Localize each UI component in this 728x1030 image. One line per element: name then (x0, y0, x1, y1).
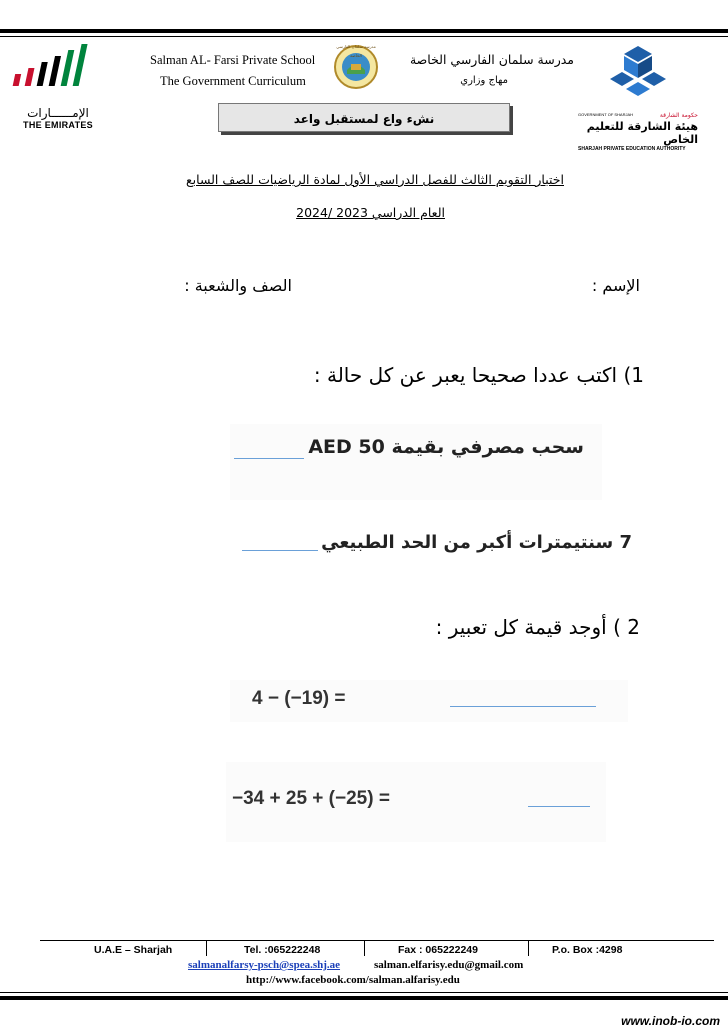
exam-title: اختبار التقويم الثالث للفصل الدراسي الأول لمادة الرياضيات للصف السابع (186, 172, 564, 187)
watermark: www.inob-io.com (621, 1014, 720, 1028)
top-rule-thick (0, 29, 728, 33)
q1-item-a-answer[interactable] (234, 458, 304, 459)
footer-divider-1 (206, 940, 207, 956)
q2-expr-b-answer[interactable] (528, 806, 590, 807)
emirates-ar: الإمــــــارات (27, 106, 89, 120)
q2-heading: 2 ) أوجد قيمة كل تعبير : (435, 615, 640, 639)
spea-gov-ar: حكومة الشارقة (659, 112, 698, 119)
motto-text: نشء واع لمستقبل واعد (293, 112, 435, 126)
curriculum-en: The Government Curriculum (160, 74, 306, 88)
school-seal (333, 42, 379, 92)
emirates-en: THE EMIRATES (23, 120, 93, 130)
q2-expr-a-text: 4 − (−19) = (252, 688, 346, 709)
footer-pobox: P.o. Box :4298 (552, 944, 623, 956)
top-rule-thin (0, 36, 728, 37)
motto-box (218, 103, 510, 132)
school-name-en: Salman AL- Farsi Private School (150, 53, 316, 67)
spea-logo (578, 44, 698, 152)
q1-item-b (240, 528, 632, 568)
footer-email-1[interactable]: salmanalfarsy-psch@spea.shj.ae (188, 959, 341, 971)
spea-gov-en: GOVERNMENT OF SHARJAH (578, 112, 634, 117)
emirates-logo-bars-icon (18, 42, 98, 94)
spea-ar: هيئة الشارقة للتعليم الخاص (586, 120, 698, 146)
q1-item-b-text: 7 سنتيمترات أكبر من الحد الطبيعي (321, 532, 632, 553)
footer-divider-2 (364, 940, 365, 956)
footer-facebook[interactable]: http://www.facebook.com/salman.alfarisy.edu (246, 974, 460, 986)
q1-item-a-text: سحب مصرفي بقيمة AED 50 (308, 436, 584, 458)
seal-text: مدرسة سلمان الفارسي الخاصة (336, 44, 376, 58)
footer-location: U.A.E – Sharjah (94, 944, 173, 956)
class-label: الصف والشعبة : (184, 276, 292, 295)
q2-expr-a (234, 684, 614, 718)
q2-expr-a-answer[interactable] (450, 706, 596, 707)
academic-year: العام الدراسي 2023 /2024 (296, 205, 445, 220)
q2-expr-b-text: −34 + 25 + (−25) = (232, 788, 390, 809)
bottom-rule-thick (0, 996, 728, 1000)
q1-item-b-answer[interactable] (242, 550, 318, 551)
bottom-rule-thin (0, 992, 728, 993)
spea-logo-cube-icon (578, 44, 698, 104)
curriculum-ar: مهاج وزاري (460, 75, 508, 86)
footer-email-2[interactable]: salman.elfarisy.edu@gmail.com (374, 959, 524, 971)
footer-tel: Tel. :065222248 (244, 944, 321, 956)
q1-item-a (234, 432, 594, 472)
student-name-label: الإسم : (591, 276, 640, 295)
school-name-ar: مدرسة سلمان الفارسي الخاصة (409, 52, 574, 67)
spea-en: SHARJAH PRIVATE EDUCATION AUTHORITY (578, 146, 686, 152)
footer-fax: Fax : 065222249 (398, 944, 478, 956)
emirates-logo (18, 42, 98, 134)
q2-expr-b (228, 786, 598, 820)
footer-rule (40, 940, 714, 941)
q1-heading: 1) اكتب عددا صحيحا يعبر عن كل حالة : (313, 363, 644, 387)
footer-divider-3 (528, 940, 529, 956)
